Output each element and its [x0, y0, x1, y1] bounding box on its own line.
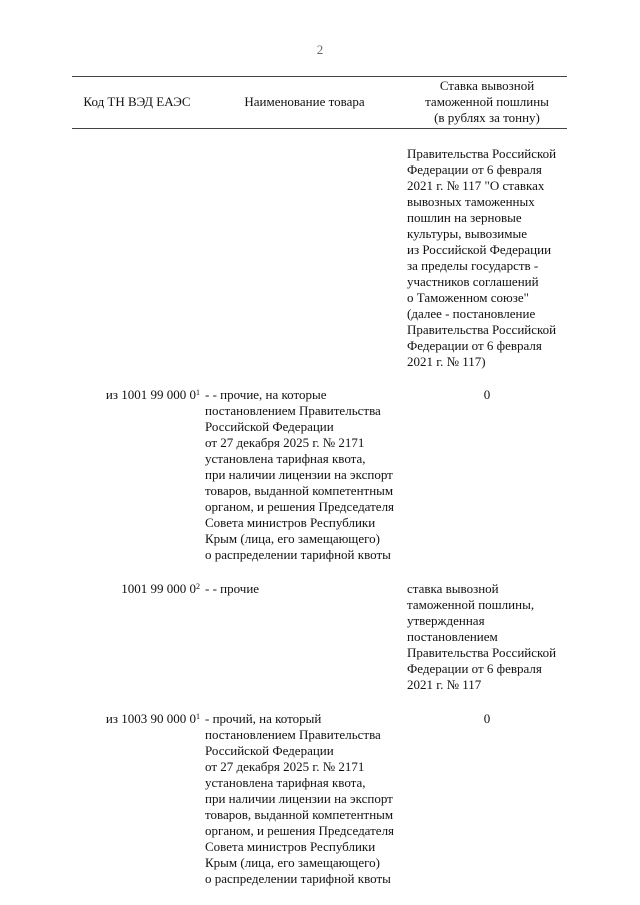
tariff-table	[72, 76, 567, 887]
footnote-marker: 1	[196, 388, 200, 397]
table-row	[72, 563, 567, 693]
row-name: - прочий, на который постановлением Правительства Российской Федерации от 27 декабря 2025 г. № 2171 установлена тарифная квота, при наличии лицензии на экспорт товаров, выданной компетентным органом, и решения Председателя Совета министров Республики Крым (лица, его замещающего) о распределении тарифной квоты	[205, 711, 395, 886]
footnote-marker: 1	[196, 712, 200, 721]
table-row	[72, 370, 567, 563]
header-code: Код ТН ВЭД ЕАЭС	[72, 77, 202, 129]
row-name: - - прочие, на которые постановлением Правительства Российской Федерации от 27 декабря 2025 г. № 2171 установлена тарифная квота, при наличии лицензии на экспорт товаров, выданной компетентным органом, и решения Председателя Совета министров Республики Крым (лица, его замещающего) о распределении тарифной квоты	[205, 387, 395, 562]
row-code: из 1003 90 000 $0^1$	[105, 711, 200, 726]
row-rate: ставка вывозной таможенной пошлины, утвержденная постановлением Правительства Российской Федерации от 6 февраля 2021 г. № 117	[407, 581, 557, 692]
page-number: 2	[316, 42, 324, 57]
continuation-row	[72, 129, 567, 371]
header-rate: Ставка вывозной таможенной пошлины (в рублях за тонну)	[407, 77, 567, 129]
continuation-rate-text: Правительства Российской Федерации от 6 февраля 2021 г. № 117 "О ставках вывозных таможенных пошлин на зерновые культуры, вывозимые из Российской Федерации за пределы государств - участников соглашений о Таможенном союзе" (далее - постановление Правительства Российской Федерации от 6 февраля 2021 г. № 117)	[407, 146, 557, 369]
table-header	[72, 77, 567, 129]
row-code: из 1001 99 000 $0^1$	[105, 387, 200, 402]
row-code: 1001 99 000 $0^2$	[121, 581, 200, 596]
header-name: Наименование товара	[202, 77, 407, 129]
table-row	[72, 693, 567, 887]
row-rate: 0	[483, 387, 491, 402]
row-rate: 0	[483, 711, 491, 726]
row-name: - - прочие	[205, 581, 260, 596]
footnote-marker: 2	[196, 582, 200, 591]
